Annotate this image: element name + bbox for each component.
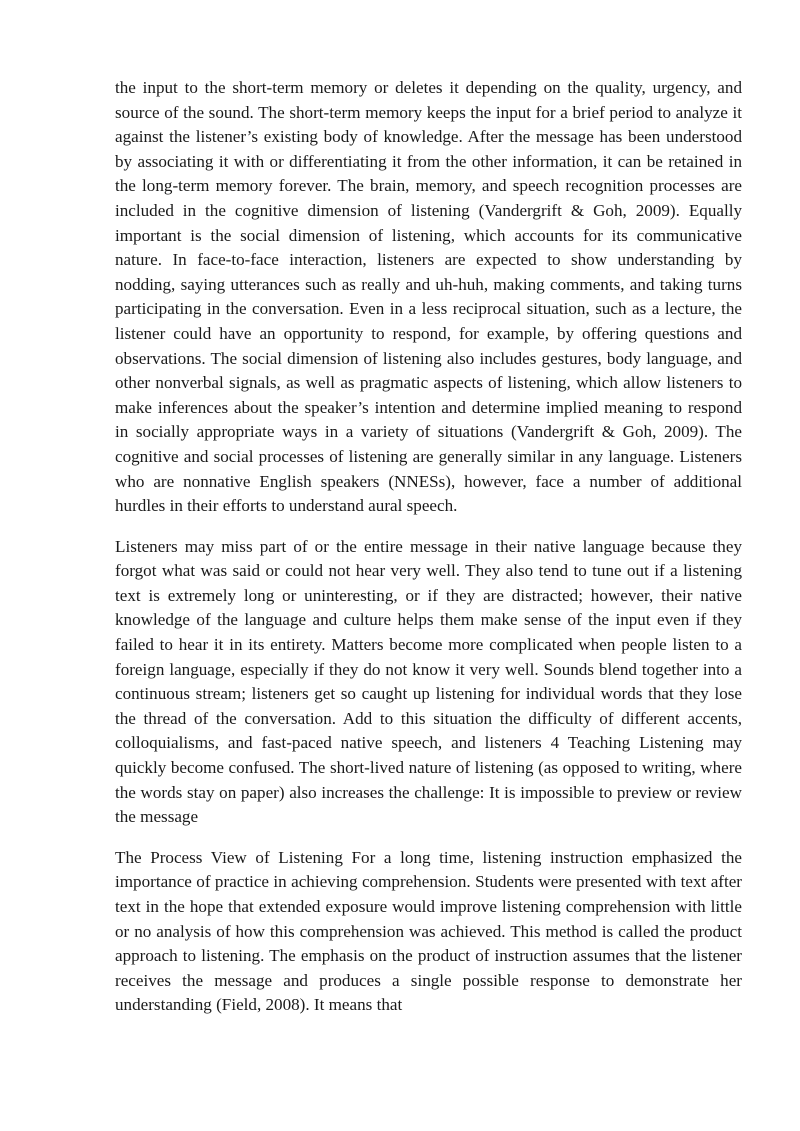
paragraph-process-view: The Process View of Listening For a long time, listening instruction emphasized the importance of practice in achieving comprehension. Students were presented with text after text in the hope that extended exposure would improve listening comprehension with little or no analysis of how this comprehension was achieved. This method is called the product approach to listening. The emphasis on the product of instruction assumes that the listener receives the message and produces a single possible response to demonstrate her understanding (Field, 2008). It means that bbox=[115, 847, 742, 1015]
paragraph-cognitive-social-dimensions: the input to the short-term memory or deletes it depending on the quality, urgency, and source of the sound. The short-term memory keeps the input for a brief period to analyze it against the listener’s existing body of knowledge. After the message has been understood by associating it with or differentiating it from the other information, it can be retained in the long-term memory forever. The brain, memory, and speech recognition processes are included in the cognitive dimension of listening (Vandergrift & Goh, 2009). Equally important is the social dimension of listening, which accounts for its communicative nature. In face-to-face interaction, listeners are expected to show understanding by nodding, saying utterances such as really and uh-huh, making comments, and taking turns participating in the conversation. Even in a less reciprocal situation, such as a lecture, the listener could have an opportunity to respond, for example, by offering questions and observations. The social dimension of listening also includes gestures, body language, and other nonverbal signals, as well as pragmatic aspects of listening, which allow listeners to make inferences about the speaker’s intention and determine implied meaning to respond in socially appropriate ways in a variety of situations (Vandergrift & Goh, 2009). The cognitive and social processes of listening are generally similar in any language. Listeners who are nonnative English speakers (NNESs), however, face a number of additional hurdles in their efforts to understand aural speech. bbox=[115, 78, 742, 516]
document-page bbox=[115, 76, 742, 1034]
paragraph-nonnative-listeners: Listeners may miss part of or the entire message in their native language because they forgot what was said or could not hear very well. They also tend to tune out if a listening text is extremely long or uninteresting, or if they are distracted; however, their native knowledge of the language and culture helps them make sense of the input even if they failed to hear it in its entirety. Matters become more complicated when people listen to a foreign language, especially if they do not know it very well. Sounds blend together into a continuous stream; listeners get so caught up listening for individual words that they lose the thread of the conversation. Add to this situation the difficulty of different accents, colloquialisms, and fast-paced native speech, and listeners 4 Teaching Listening may quickly become confused. The short-lived nature of listening (as opposed to writing, where the words stay on paper) also increases the challenge: It is impossible to preview or review the message bbox=[115, 536, 742, 827]
